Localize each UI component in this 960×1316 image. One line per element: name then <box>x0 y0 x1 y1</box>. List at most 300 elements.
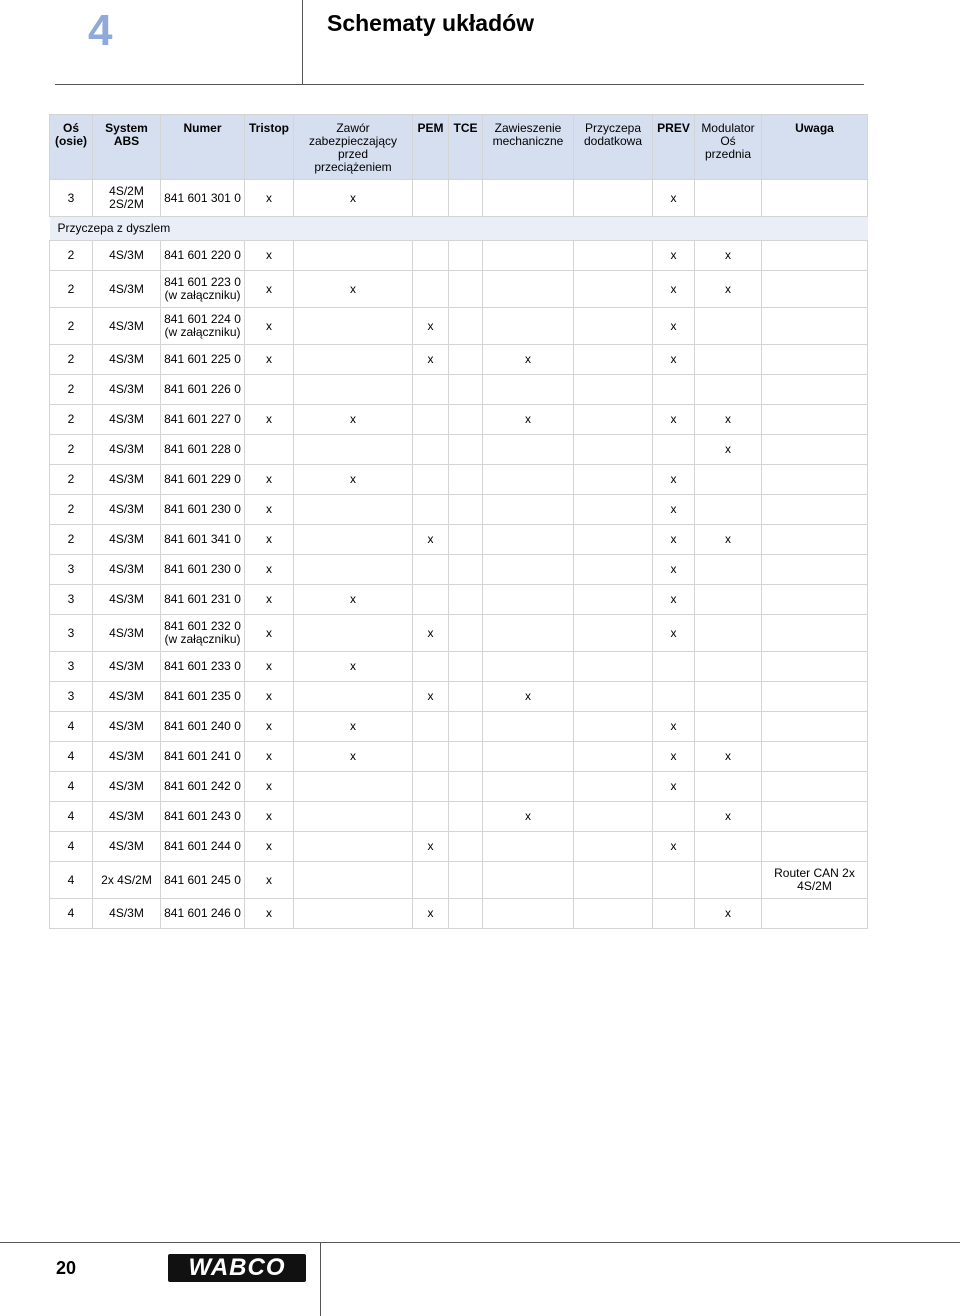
table-cell <box>413 802 449 832</box>
table-cell: x <box>245 712 294 742</box>
table-cell <box>483 495 574 525</box>
table-cell: 3 <box>50 555 93 585</box>
table-cell: 2 <box>50 241 93 271</box>
table-cell <box>695 375 762 405</box>
table-cell <box>294 615 413 652</box>
table-cell: 841 601 242 0 <box>161 772 245 802</box>
table-cell: 2 <box>50 465 93 495</box>
table-cell <box>483 525 574 555</box>
footer-divider-vertical <box>320 1242 321 1316</box>
table-cell <box>294 802 413 832</box>
table-cell <box>449 525 483 555</box>
table-cell <box>449 271 483 308</box>
table-cell: 841 601 235 0 <box>161 682 245 712</box>
table-cell: 4S/3M <box>93 308 161 345</box>
table-cell <box>483 375 574 405</box>
table-cell <box>294 241 413 271</box>
table-cell: 841 601 245 0 <box>161 862 245 899</box>
table-cell <box>695 772 762 802</box>
table-cell: x <box>245 652 294 682</box>
table-cell: x <box>294 405 413 435</box>
table-cell: 841 601 301 0 <box>161 180 245 217</box>
table-cell <box>483 241 574 271</box>
table-cell <box>695 180 762 217</box>
table-cell: 4S/2M 2S/2M <box>93 180 161 217</box>
table-cell: 3 <box>50 180 93 217</box>
table-cell <box>574 525 653 555</box>
table-cell <box>574 862 653 899</box>
table-cell: 4S/3M <box>93 435 161 465</box>
table-cell <box>449 615 483 652</box>
table-cell <box>574 465 653 495</box>
table-cell <box>483 832 574 862</box>
table-cell <box>762 271 868 308</box>
table-cell <box>653 682 695 712</box>
table-cell: 841 601 233 0 <box>161 652 245 682</box>
table-cell <box>574 585 653 615</box>
table-cell: x <box>695 742 762 772</box>
table-cell: x <box>245 465 294 495</box>
table-cell: 2 <box>50 375 93 405</box>
table-cell: x <box>245 862 294 899</box>
table-cell: x <box>483 802 574 832</box>
table-cell <box>574 271 653 308</box>
table-cell <box>762 742 868 772</box>
table-row <box>50 682 868 712</box>
table-cell <box>294 495 413 525</box>
table-cell: 841 601 241 0 <box>161 742 245 772</box>
table-cell <box>449 652 483 682</box>
table-cell <box>653 375 695 405</box>
table-row <box>50 742 868 772</box>
table-cell: 4S/3M <box>93 241 161 271</box>
table-cell <box>483 772 574 802</box>
table-cell: x <box>413 615 449 652</box>
table-cell: 841 601 224 0 (w załączniku) <box>161 308 245 345</box>
table-row <box>50 308 868 345</box>
table-row <box>50 802 868 832</box>
table-cell <box>762 375 868 405</box>
table-cell <box>762 802 868 832</box>
table-cell: x <box>653 345 695 375</box>
table-cell: x <box>245 899 294 929</box>
table-cell <box>449 899 483 929</box>
table-cell: x <box>695 271 762 308</box>
table-cell: x <box>695 525 762 555</box>
table-cell <box>695 652 762 682</box>
table-cell: x <box>413 832 449 862</box>
table-row <box>50 615 868 652</box>
table-cell <box>413 712 449 742</box>
table-cell: x <box>245 682 294 712</box>
table-cell: Router CAN 2x 4S/2M <box>762 862 868 899</box>
table-cell: 841 601 227 0 <box>161 405 245 435</box>
table-cell <box>762 682 868 712</box>
table-cell <box>413 241 449 271</box>
table-cell <box>294 555 413 585</box>
table-cell <box>413 772 449 802</box>
table-cell: 4S/3M <box>93 742 161 772</box>
table-row <box>50 271 868 308</box>
table-cell <box>449 241 483 271</box>
table-cell <box>695 862 762 899</box>
table-cell <box>413 585 449 615</box>
table-cell: 4 <box>50 742 93 772</box>
table-cell <box>762 712 868 742</box>
column-header: Zawór zabezpieczający przed przeciążeniem <box>294 115 413 180</box>
table-cell: 4S/3M <box>93 712 161 742</box>
table-cell <box>483 615 574 652</box>
table-cell: 3 <box>50 615 93 652</box>
table-cell <box>695 712 762 742</box>
table-cell <box>762 772 868 802</box>
footer-divider-horizontal <box>0 1242 960 1243</box>
header-divider-vertical <box>302 0 303 84</box>
table-cell: x <box>294 652 413 682</box>
table-cell: x <box>413 682 449 712</box>
table-cell: x <box>653 772 695 802</box>
table-cell: x <box>653 832 695 862</box>
table-cell: 4S/3M <box>93 652 161 682</box>
table-cell: 4 <box>50 712 93 742</box>
table-cell <box>483 271 574 308</box>
table-cell <box>483 585 574 615</box>
table-cell <box>762 241 868 271</box>
table-cell: x <box>245 271 294 308</box>
table-cell <box>413 465 449 495</box>
table-cell <box>574 405 653 435</box>
table-cell <box>449 585 483 615</box>
column-header: Oś (osie) <box>50 115 93 180</box>
table-cell: x <box>245 405 294 435</box>
table-cell <box>762 652 868 682</box>
table-cell: 2x 4S/2M <box>93 862 161 899</box>
table-cell: 2 <box>50 525 93 555</box>
table-cell <box>574 375 653 405</box>
column-header: Uwaga <box>762 115 868 180</box>
column-header: Modulator Oś przednia <box>695 115 762 180</box>
table-cell <box>245 435 294 465</box>
table-cell: x <box>245 832 294 862</box>
table-cell <box>413 495 449 525</box>
table-cell: 4S/3M <box>93 555 161 585</box>
table-cell <box>762 345 868 375</box>
table-header-row <box>50 115 868 180</box>
table-cell: 4S/3M <box>93 615 161 652</box>
table-cell: 2 <box>50 495 93 525</box>
table-cell: x <box>245 241 294 271</box>
table-cell <box>449 712 483 742</box>
table-cell <box>483 465 574 495</box>
table-cell <box>653 862 695 899</box>
table-cell: x <box>695 405 762 435</box>
table-cell <box>574 615 653 652</box>
table-cell <box>449 405 483 435</box>
table-cell <box>294 525 413 555</box>
table-cell <box>449 742 483 772</box>
table-cell: x <box>695 435 762 465</box>
section-label: Przyczepa z dyszlem <box>50 217 868 241</box>
table-cell: 2 <box>50 271 93 308</box>
column-header: Tristop <box>245 115 294 180</box>
table-cell <box>294 682 413 712</box>
table-cell <box>762 555 868 585</box>
table-cell <box>483 652 574 682</box>
column-header: PEM <box>413 115 449 180</box>
table-row <box>50 241 868 271</box>
table-cell: x <box>653 585 695 615</box>
table-row <box>50 495 868 525</box>
table-cell <box>695 615 762 652</box>
table-cell <box>574 712 653 742</box>
table-cell <box>294 435 413 465</box>
table-cell <box>449 555 483 585</box>
table-cell: 4S/3M <box>93 682 161 712</box>
table-row <box>50 555 868 585</box>
table-cell: 841 601 244 0 <box>161 832 245 862</box>
table-cell: x <box>653 615 695 652</box>
table-cell <box>695 465 762 495</box>
table-cell: x <box>653 495 695 525</box>
table-cell: 841 601 243 0 <box>161 802 245 832</box>
table-cell <box>574 899 653 929</box>
table-cell: x <box>245 308 294 345</box>
table-cell: x <box>245 585 294 615</box>
table-cell <box>449 495 483 525</box>
table-cell <box>653 435 695 465</box>
table-cell: 4S/3M <box>93 802 161 832</box>
table-cell: x <box>413 345 449 375</box>
table-cell <box>695 585 762 615</box>
table-cell: x <box>245 802 294 832</box>
table-cell <box>574 345 653 375</box>
table-cell: x <box>413 308 449 345</box>
table-cell: x <box>483 405 574 435</box>
table-cell <box>762 832 868 862</box>
table-cell <box>413 555 449 585</box>
table-cell <box>449 435 483 465</box>
table-cell <box>294 345 413 375</box>
table-cell <box>483 899 574 929</box>
table-row <box>50 435 868 465</box>
table-cell: 841 601 341 0 <box>161 525 245 555</box>
table-cell: x <box>653 308 695 345</box>
wabco-logo: WABCO <box>168 1254 306 1282</box>
table-cell <box>483 435 574 465</box>
table-cell: 841 601 228 0 <box>161 435 245 465</box>
table-row <box>50 525 868 555</box>
table-cell: 841 601 240 0 <box>161 712 245 742</box>
table-cell <box>413 271 449 308</box>
table-cell <box>449 772 483 802</box>
table-cell <box>413 375 449 405</box>
table-row <box>50 345 868 375</box>
table-cell <box>294 832 413 862</box>
table-cell <box>483 180 574 217</box>
table-cell <box>695 345 762 375</box>
table-cell: 4S/3M <box>93 832 161 862</box>
table-row <box>50 652 868 682</box>
table-cell: x <box>245 525 294 555</box>
schematics-table <box>49 114 868 929</box>
table-cell: 2 <box>50 345 93 375</box>
table-cell: 4 <box>50 899 93 929</box>
table-cell: 4S/3M <box>93 375 161 405</box>
table-cell <box>449 682 483 712</box>
table-cell <box>653 802 695 832</box>
table-cell: x <box>653 241 695 271</box>
table-cell <box>294 308 413 345</box>
table-cell: 841 601 225 0 <box>161 345 245 375</box>
table-cell: x <box>413 899 449 929</box>
table-cell: 4S/3M <box>93 465 161 495</box>
table-cell <box>695 555 762 585</box>
table-cell <box>449 465 483 495</box>
table-cell: 4 <box>50 802 93 832</box>
table-cell <box>449 832 483 862</box>
table-cell <box>574 652 653 682</box>
table-cell <box>413 742 449 772</box>
table-cell <box>449 180 483 217</box>
table-cell: 841 601 229 0 <box>161 465 245 495</box>
table-cell <box>762 525 868 555</box>
table-cell <box>762 308 868 345</box>
table-cell: x <box>245 555 294 585</box>
table-cell: 4S/3M <box>93 271 161 308</box>
table-cell: 841 601 226 0 <box>161 375 245 405</box>
table-cell <box>574 682 653 712</box>
table-cell <box>574 832 653 862</box>
table-cell <box>574 180 653 217</box>
table-cell: 841 601 223 0 (w załączniku) <box>161 271 245 308</box>
table-cell <box>574 308 653 345</box>
table-cell <box>574 742 653 772</box>
table-cell: x <box>294 271 413 308</box>
column-header: TCE <box>449 115 483 180</box>
table-cell <box>294 772 413 802</box>
table-cell <box>762 585 868 615</box>
table-cell: 4S/3M <box>93 405 161 435</box>
table-cell: x <box>695 802 762 832</box>
table-cell: x <box>245 615 294 652</box>
chapter-number: 4 <box>88 6 113 55</box>
table-cell: 4S/3M <box>93 899 161 929</box>
table-cell: 3 <box>50 652 93 682</box>
table-cell: 841 601 230 0 <box>161 555 245 585</box>
table-cell: x <box>245 772 294 802</box>
column-header: PREV <box>653 115 695 180</box>
table-cell: x <box>653 525 695 555</box>
table-row <box>50 375 868 405</box>
table-cell <box>695 495 762 525</box>
table-cell: 2 <box>50 308 93 345</box>
table-cell: x <box>695 241 762 271</box>
table-cell <box>695 308 762 345</box>
header-divider-horizontal <box>55 84 864 85</box>
table-cell: x <box>653 465 695 495</box>
table-cell: 4S/3M <box>93 525 161 555</box>
table-cell <box>574 495 653 525</box>
table-cell: x <box>653 271 695 308</box>
table-cell <box>762 180 868 217</box>
table-cell <box>762 899 868 929</box>
table-cell <box>449 308 483 345</box>
table-cell <box>294 375 413 405</box>
table-cell <box>245 375 294 405</box>
column-header: Numer <box>161 115 245 180</box>
table-cell <box>695 682 762 712</box>
table-cell: x <box>294 742 413 772</box>
table-cell: x <box>483 682 574 712</box>
table-cell: x <box>294 180 413 217</box>
table-row <box>50 832 868 862</box>
column-header: Przyczepa dodatkowa <box>574 115 653 180</box>
table-cell <box>413 652 449 682</box>
table-cell <box>294 862 413 899</box>
table-cell: 841 601 232 0 (w załączniku) <box>161 615 245 652</box>
table-cell <box>483 555 574 585</box>
table-cell <box>762 405 868 435</box>
table-cell: 4 <box>50 862 93 899</box>
table-cell: 841 601 220 0 <box>161 241 245 271</box>
table-cell: x <box>245 345 294 375</box>
table-cell: x <box>294 712 413 742</box>
table-cell: 4 <box>50 832 93 862</box>
table-cell: 4S/3M <box>93 495 161 525</box>
table-cell <box>483 308 574 345</box>
table-cell: 3 <box>50 585 93 615</box>
table-cell <box>449 862 483 899</box>
table-cell <box>413 435 449 465</box>
table-cell <box>413 180 449 217</box>
table-cell: x <box>483 345 574 375</box>
table-cell: x <box>653 180 695 217</box>
table-cell: x <box>294 585 413 615</box>
table-cell <box>574 435 653 465</box>
column-header: Zawieszenie mechaniczne <box>483 115 574 180</box>
table-cell: x <box>653 742 695 772</box>
table-body <box>50 180 868 929</box>
table-cell: 2 <box>50 435 93 465</box>
table-cell <box>762 435 868 465</box>
table-cell: 3 <box>50 682 93 712</box>
table-cell <box>574 772 653 802</box>
table-cell <box>762 615 868 652</box>
table-cell <box>695 832 762 862</box>
table-cell: x <box>294 465 413 495</box>
table-cell <box>449 375 483 405</box>
table-cell <box>653 652 695 682</box>
table-cell <box>449 345 483 375</box>
table-cell: 841 601 231 0 <box>161 585 245 615</box>
table-row <box>50 585 868 615</box>
table-cell: x <box>653 555 695 585</box>
table-cell <box>413 405 449 435</box>
table-cell: x <box>245 742 294 772</box>
table-cell: x <box>653 405 695 435</box>
table-cell <box>653 899 695 929</box>
table-row <box>50 772 868 802</box>
table-cell: 4 <box>50 772 93 802</box>
table-cell <box>294 899 413 929</box>
column-header: System ABS <box>93 115 161 180</box>
table-row <box>50 712 868 742</box>
table-row <box>50 899 868 929</box>
table-row <box>50 405 868 435</box>
table-row <box>50 180 868 217</box>
table-cell: 2 <box>50 405 93 435</box>
page-title: Schematy układów <box>327 10 535 36</box>
